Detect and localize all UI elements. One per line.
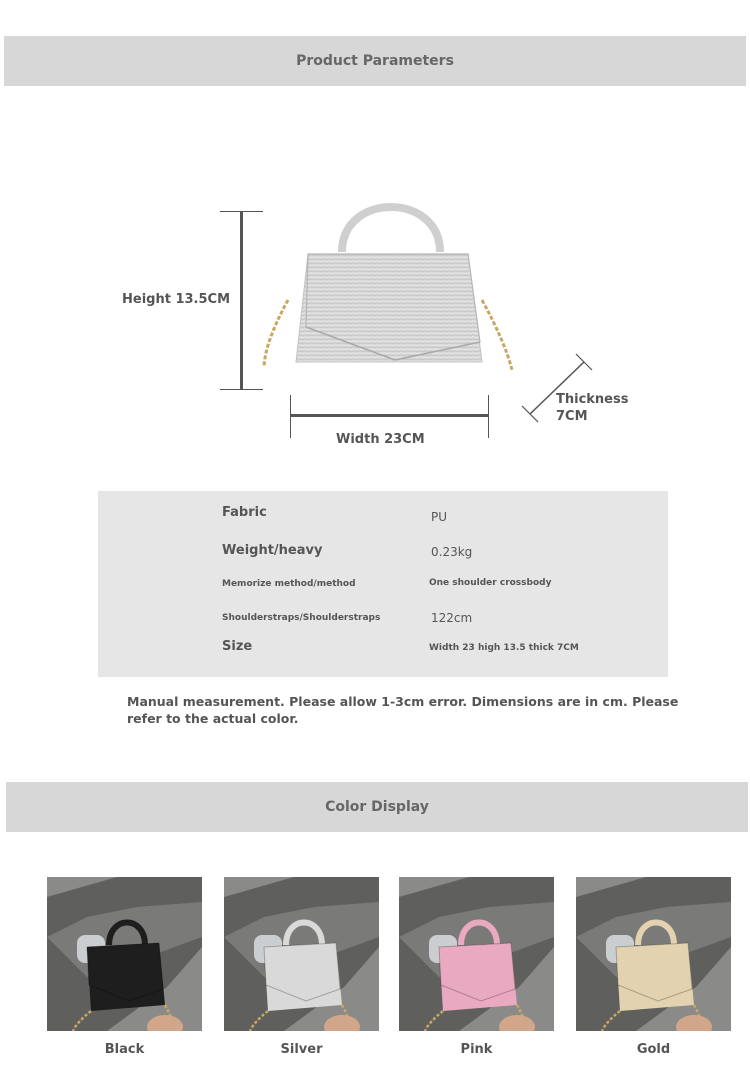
thickness-label-line2: 7CM [556, 409, 588, 424]
bag-photo-2 [399, 877, 554, 1031]
table-value-method: One shoulder crossbody [429, 578, 552, 588]
swatch-label-silver: Silver [280, 1042, 323, 1057]
bag-photo-1 [224, 877, 379, 1031]
height-line [240, 211, 243, 390]
bag-photo-3 [576, 877, 731, 1031]
bag-photo-0 [47, 877, 202, 1031]
swatch-image-0[interactable] [47, 877, 202, 1031]
color-display-banner [6, 782, 748, 832]
table-label-method: Memorize method/method [222, 579, 356, 589]
table-value-fabric: PU [431, 510, 448, 524]
table-label-size: Size [222, 639, 253, 654]
swatch-image-1[interactable] [224, 877, 379, 1031]
table-label-weight: Weight/heavy [222, 543, 323, 558]
swatch-image-3[interactable] [576, 877, 731, 1031]
width-label: Width 23CM [336, 432, 425, 447]
bag-illustration [250, 192, 520, 392]
table-label-straps: Shoulderstraps/Shoulderstraps [222, 613, 381, 623]
swatch-label-black: Black [104, 1042, 145, 1057]
measurement-note: Manual measurement. Please allow 1-3cm error. Dimensions are in cm. Please refer to the actual color. [127, 694, 679, 726]
table-value-size: Width 23 high 13.5 thick 7CM [429, 643, 579, 653]
table-label-fabric: Fabric [222, 505, 267, 520]
table-value-weight: 0.23kg [431, 545, 473, 559]
thickness-label-line1: Thickness [556, 392, 629, 407]
product-parameters-banner [4, 36, 746, 86]
product-parameters-title: Product Parameters [296, 53, 454, 69]
swatch-label-pink: Pink [460, 1042, 493, 1057]
table-value-straps: 122cm [431, 611, 473, 625]
width-line [290, 414, 489, 417]
swatch-label-gold: Gold [636, 1042, 671, 1057]
height-label: Height 13.5CM [122, 292, 231, 307]
width-right-cap [488, 395, 489, 438]
thickness-label [556, 391, 628, 425]
swatch-image-2[interactable] [399, 877, 554, 1031]
color-display-title: Color Display [325, 799, 429, 815]
parameters-table [98, 491, 668, 677]
